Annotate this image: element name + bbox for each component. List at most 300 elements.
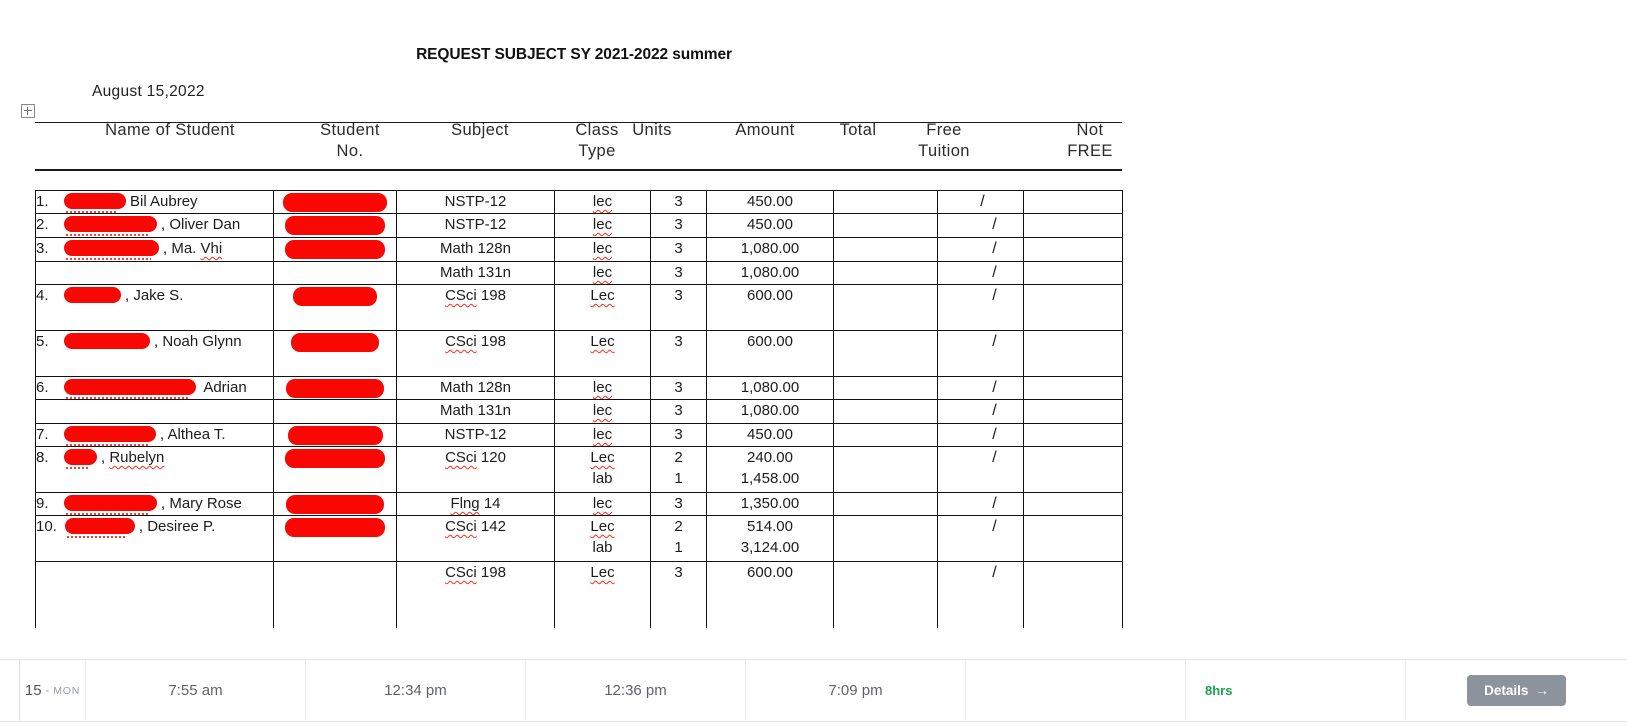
line (555, 537, 650, 558)
class-type-cell (555, 331, 651, 377)
time-out-noon[interactable] (306, 660, 526, 721)
subject-cell (397, 516, 555, 562)
not-free-cell (1024, 400, 1123, 424)
amount-cell (707, 447, 834, 493)
not-free-cell (1024, 191, 1123, 214)
subject-code: Flng (450, 495, 480, 512)
student-no-redaction (285, 240, 385, 259)
line (555, 191, 650, 212)
units-value: 3 (674, 264, 683, 281)
name-cell (36, 447, 274, 493)
name-redaction (64, 449, 97, 465)
name-cell (36, 516, 274, 562)
class-type-cell (555, 238, 651, 262)
class-type-value: lec (592, 495, 613, 512)
name-cell (36, 493, 274, 516)
name-text: , Althea T. (160, 426, 226, 443)
details-cell (1406, 660, 1627, 721)
free-tuition-mark: / (992, 426, 997, 443)
student-no-redaction (285, 216, 385, 235)
free-tuition-mark: / (992, 264, 997, 281)
student-no-cell (274, 191, 397, 214)
total-cell (834, 331, 938, 377)
arrow-right-icon: → (1535, 683, 1549, 698)
column-header: Free Tuition (918, 121, 970, 160)
class-type-value: lec (592, 240, 613, 257)
name-redaction (64, 193, 126, 209)
line (555, 516, 650, 537)
free-tuition-mark: / (992, 287, 997, 304)
student-no-cell (274, 214, 397, 238)
name-text: Rubelyn (109, 449, 165, 466)
amount-cell (707, 191, 834, 214)
amount-cell (707, 214, 834, 238)
amount-value: 1,458.00 (740, 470, 800, 487)
amount-value: 600.00 (747, 287, 793, 304)
name-cell (36, 331, 274, 377)
units-value: 3 (674, 333, 683, 350)
student-no-redaction (285, 449, 385, 468)
name-redaction (64, 379, 196, 395)
row-number: 7. (36, 426, 49, 443)
units-value: 3 (674, 495, 683, 512)
name-cell (36, 377, 274, 400)
amount-value: 600.00 (747, 333, 793, 350)
handle-cross-v (27, 107, 28, 115)
name-cell (36, 424, 274, 447)
subject-text: 198 (476, 287, 506, 304)
units-value: 3 (674, 402, 683, 419)
empty-cell (966, 660, 1186, 721)
total-cell (834, 191, 938, 214)
student-no-cell (274, 400, 397, 424)
subject-text: Math 131n (440, 402, 511, 419)
subject-text: Math 128n (440, 240, 511, 257)
free-tuition-mark: / (992, 564, 997, 581)
student-row (36, 238, 1123, 262)
free-tuition-cell (938, 424, 1024, 447)
column-header: Student No. (320, 121, 380, 160)
student-no-cell (274, 331, 397, 377)
row-number: 8. (36, 449, 49, 466)
name-text: Bil Aubrey (130, 193, 198, 210)
student-no-redaction (291, 333, 379, 352)
class-type-value: lec (592, 379, 613, 396)
subject-text: Math 128n (440, 379, 511, 396)
row-number: 10. (36, 518, 57, 535)
student-no-redaction (283, 193, 387, 212)
time-in-am[interactable] (86, 660, 306, 721)
units-value: 3 (674, 379, 683, 396)
subject-text: 14 (479, 495, 501, 512)
student-row (36, 424, 1123, 447)
units-cell (651, 191, 707, 214)
class-type-value: Lec (590, 449, 615, 466)
amount-cell (707, 562, 834, 629)
subject-text: 198 (476, 564, 506, 581)
class-type-cell (555, 562, 651, 629)
line (555, 331, 650, 352)
free-tuition-cell (938, 285, 1024, 331)
day-separator: - (45, 684, 50, 697)
amount-value: 450.00 (747, 216, 793, 233)
not-free-cell (1024, 516, 1123, 562)
units-cell (651, 493, 707, 516)
column-header: Total (839, 121, 877, 139)
amount-cell (707, 285, 834, 331)
total-cell (834, 424, 938, 447)
class-type-cell (555, 424, 651, 447)
name-text: , Mary Rose (161, 495, 242, 512)
subject-cell (397, 377, 555, 400)
class-type-cell (555, 262, 651, 285)
document-date: August 15,2022 (92, 83, 205, 100)
student-no-cell (274, 238, 397, 262)
class-type-value: Lec (590, 564, 615, 581)
line (555, 468, 650, 489)
units-value: 3 (674, 216, 683, 233)
units-value: 3 (674, 240, 683, 257)
amount-value: 600.00 (747, 564, 793, 581)
not-free-cell (1024, 377, 1123, 400)
amount-value: 1,350.00 (740, 495, 800, 512)
name-redaction (64, 240, 159, 256)
amount-cell (707, 377, 834, 400)
student-no-cell (274, 493, 397, 516)
free-tuition-cell (938, 214, 1024, 238)
amount-cell (707, 238, 834, 262)
name-redaction (64, 287, 121, 303)
not-free-cell (1024, 214, 1123, 238)
student-no-redaction (293, 287, 377, 306)
free-tuition-mark: / (992, 240, 997, 257)
line (555, 285, 650, 306)
units-value: 3 (674, 287, 683, 304)
subject-code: CSci (445, 287, 477, 304)
units-value: 1 (674, 539, 683, 556)
time-value: 7:09 pm (828, 682, 883, 699)
time-value: 7:55 am (168, 682, 223, 699)
row-number: 3. (36, 240, 49, 257)
line (555, 214, 650, 235)
header-rule-bottom (35, 169, 1122, 171)
name-redaction (64, 426, 156, 442)
free-tuition-mark: / (992, 216, 997, 233)
not-free-cell (1024, 447, 1123, 493)
free-tuition-cell (938, 191, 1024, 214)
student-no-cell (274, 424, 397, 447)
free-tuition-mark: / (992, 518, 997, 535)
units-value: 3 (674, 564, 683, 581)
day-number: 15 (24, 682, 42, 699)
class-type-cell (555, 447, 651, 493)
free-tuition-cell (938, 331, 1024, 377)
student-row (36, 562, 1123, 629)
not-free-cell (1024, 285, 1123, 331)
student-no-redaction (285, 518, 385, 537)
free-tuition-mark: / (992, 379, 997, 396)
time-value: 12:34 pm (384, 682, 447, 699)
column-header: Class Type (575, 121, 619, 160)
student-no-cell (274, 447, 397, 493)
class-type-value: lec (592, 216, 613, 233)
units-cell (651, 238, 707, 262)
total-hours-badge: 8hrs (1205, 683, 1233, 698)
request-table-body (36, 191, 1123, 629)
units-value: 3 (674, 193, 683, 210)
handle-cross-h (24, 110, 32, 111)
timesheet-bar (0, 659, 1627, 722)
name-text: , Oliver Dan (161, 216, 241, 233)
subject-cell (397, 238, 555, 262)
total-cell (834, 262, 938, 285)
units-cell (651, 285, 707, 331)
line (555, 262, 650, 283)
student-row (36, 331, 1123, 377)
amount-value: 450.00 (747, 426, 793, 443)
amount-cell (707, 331, 834, 377)
student-no-cell (274, 377, 397, 400)
class-type-value: lab (592, 539, 613, 556)
name-cell (36, 262, 274, 285)
subject-cell (397, 214, 555, 238)
amount-value: 1,080.00 (740, 379, 800, 396)
name-text: , Jake S. (125, 287, 184, 304)
name-cell (36, 191, 274, 214)
class-type-cell (555, 214, 651, 238)
units-cell (651, 377, 707, 400)
amount-value: 3,124.00 (740, 539, 800, 556)
class-type-value: Lec (590, 287, 615, 304)
units-value: 1 (674, 470, 683, 487)
subject-cell (397, 400, 555, 424)
free-tuition-cell (938, 493, 1024, 516)
amount-cell (707, 493, 834, 516)
row-number: 9. (36, 495, 49, 512)
class-type-cell (555, 493, 651, 516)
student-row (36, 400, 1123, 424)
total-cell (834, 516, 938, 562)
name-text: , Noah Glynn (154, 333, 242, 350)
class-type-value: lec (592, 264, 613, 281)
subject-cell (397, 424, 555, 447)
amount-cell (707, 400, 834, 424)
student-no-cell (274, 285, 397, 331)
day-name: MON (53, 684, 81, 697)
name-redaction (64, 495, 157, 511)
amount-value: 1,080.00 (740, 402, 800, 419)
not-free-cell (1024, 493, 1123, 516)
subject-text: NSTP-12 (444, 193, 507, 210)
student-no-cell (274, 262, 397, 285)
subject-cell (397, 331, 555, 377)
document-title: REQUEST SUBJECT SY 2021-2022 summer (416, 46, 732, 63)
class-type-value: Lec (590, 518, 615, 535)
student-row (36, 493, 1123, 516)
student-row (36, 447, 1123, 493)
subject-text: NSTP-12 (444, 426, 507, 443)
units-value: 3 (674, 426, 683, 443)
line (555, 400, 650, 421)
subject-cell (397, 262, 555, 285)
units-cell (651, 562, 707, 629)
subject-cell (397, 562, 555, 629)
total-cell (834, 562, 938, 629)
name-text: , Ma. (163, 240, 201, 257)
units-cell (651, 331, 707, 377)
free-tuition-mark (938, 468, 1023, 489)
amount-cell (707, 516, 834, 562)
student-row (36, 377, 1123, 400)
line (555, 424, 650, 445)
units-value: 2 (674, 449, 683, 466)
subject-cell (397, 191, 555, 214)
subject-cell (397, 447, 555, 493)
request-table (35, 190, 1124, 628)
subject-text: 120 (476, 449, 506, 466)
amount-value: 1,080.00 (740, 264, 800, 281)
line (555, 493, 650, 514)
total-cell (834, 400, 938, 424)
student-row (36, 191, 1123, 214)
line (555, 238, 650, 259)
class-type-value: lec (592, 402, 613, 419)
class-type-cell (555, 191, 651, 214)
row-number: 1. (36, 193, 49, 210)
class-type-value: lec (592, 193, 613, 210)
column-header: Units (632, 121, 672, 139)
free-tuition-cell (938, 562, 1024, 629)
free-tuition-cell (938, 262, 1024, 285)
name-text: Vhi (200, 240, 223, 257)
subject-code: CSci (445, 333, 477, 350)
free-tuition-cell (938, 377, 1024, 400)
student-no-cell (274, 516, 397, 562)
student-no-redaction (286, 379, 384, 398)
name-redaction (65, 518, 135, 534)
free-tuition-mark: / (992, 449, 997, 466)
class-type-value: lec (592, 426, 613, 443)
row-number: 6. (36, 379, 49, 396)
free-tuition-mark (938, 537, 1023, 558)
not-free-cell (1024, 424, 1123, 447)
total-hours-cell (1186, 660, 1406, 721)
subject-text: NSTP-12 (444, 216, 507, 233)
subject-code: CSci (445, 564, 477, 581)
class-type-cell (555, 285, 651, 331)
class-type-cell (555, 377, 651, 400)
total-cell (834, 285, 938, 331)
units-value: 2 (674, 518, 683, 535)
name-text: , Desiree P. (138, 518, 216, 535)
row-number: 5. (36, 333, 49, 350)
class-type-cell (555, 516, 651, 562)
free-tuition-mark: / (992, 333, 997, 350)
details-button[interactable] (1467, 675, 1566, 706)
free-tuition-mark: / (992, 402, 997, 419)
free-tuition-cell (938, 447, 1024, 493)
column-header: Name of Student (105, 121, 235, 139)
amount-value: 450.00 (747, 193, 793, 210)
total-cell (834, 214, 938, 238)
column-header: Amount (735, 121, 795, 139)
name-text: Adrian (200, 379, 247, 396)
name-redaction (64, 216, 157, 232)
student-no-redaction (286, 495, 384, 514)
amount-cell (707, 262, 834, 285)
amount-value: 514.00 (747, 518, 793, 535)
total-cell (834, 447, 938, 493)
units-cell (651, 447, 707, 493)
free-tuition-mark: / (992, 495, 997, 512)
total-cell (834, 377, 938, 400)
name-redaction (64, 333, 150, 349)
student-no-redaction (288, 426, 383, 445)
total-cell (834, 238, 938, 262)
name-cell (36, 400, 274, 424)
units-cell (651, 400, 707, 424)
student-row (36, 262, 1123, 285)
name-cell (36, 238, 274, 262)
time-out-pm[interactable] (746, 660, 966, 721)
free-tuition-cell (938, 238, 1024, 262)
free-tuition-cell (938, 400, 1024, 424)
student-no-cell (274, 562, 397, 629)
units-cell (651, 214, 707, 238)
line (555, 562, 650, 583)
subject-text: 198 (476, 333, 506, 350)
units-cell (651, 516, 707, 562)
units-cell (651, 262, 707, 285)
class-type-value: Lec (590, 333, 615, 350)
units-cell (651, 424, 707, 447)
table-move-handle-icon[interactable] (21, 104, 35, 118)
not-free-cell (1024, 562, 1123, 629)
amount-value: 240.00 (747, 449, 793, 466)
subject-text: 142 (476, 518, 506, 535)
name-cell (36, 214, 274, 238)
details-label: Details (1484, 683, 1529, 698)
day-cell[interactable] (19, 660, 86, 721)
row-number: 4. (36, 287, 49, 304)
total-cell (834, 493, 938, 516)
not-free-cell (1024, 262, 1123, 285)
student-row (36, 516, 1123, 562)
subject-code: CSci (445, 518, 477, 535)
subject-code: CSci (445, 449, 477, 466)
time-in-noon[interactable] (526, 660, 746, 721)
line (555, 377, 650, 398)
name-cell (36, 562, 274, 629)
subject-cell (397, 493, 555, 516)
not-free-cell (1024, 238, 1123, 262)
amount-value: 1,080.00 (740, 240, 800, 257)
free-tuition-mark: / (980, 193, 985, 210)
student-row (36, 214, 1123, 238)
free-tuition-cell (938, 516, 1024, 562)
subject-cell (397, 285, 555, 331)
name-cell (36, 285, 274, 331)
class-type-value: lab (592, 470, 613, 487)
student-row (36, 285, 1123, 331)
name-text: , (101, 449, 110, 466)
row-number: 2. (36, 216, 49, 233)
subject-text: Math 131n (440, 264, 511, 281)
line (555, 447, 650, 468)
class-type-cell (555, 400, 651, 424)
amount-cell (707, 424, 834, 447)
column-header: Not FREE (1067, 121, 1113, 160)
